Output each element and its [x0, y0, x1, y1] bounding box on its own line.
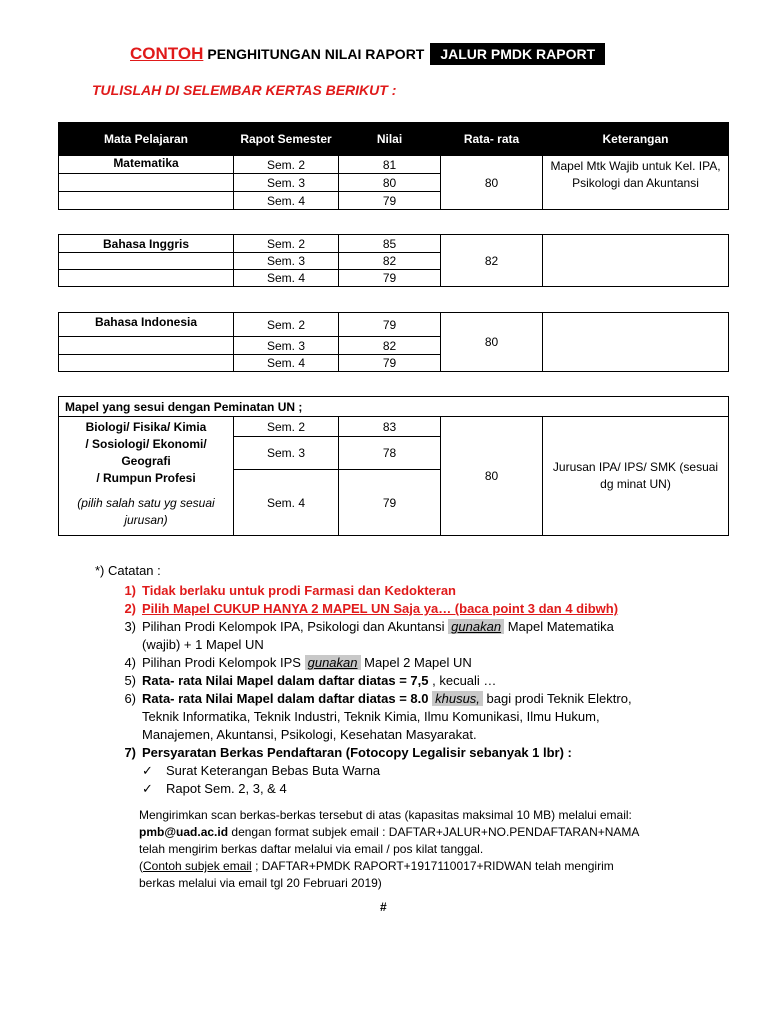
- contoh-subjek-label: Contoh subjek email: [143, 859, 252, 873]
- check-icon: ✓: [142, 763, 153, 778]
- sem-cell: Sem. 4: [234, 470, 339, 536]
- nilai-cell: 81: [339, 156, 441, 174]
- nilai-cell: 83: [339, 417, 441, 437]
- para-line: dengan format subjek email : DAFTAR+JALUR+NO.PENDAFTARAN+NAMA: [231, 825, 640, 839]
- sem-cell: Sem. 3: [234, 437, 339, 470]
- sem-cell: Sem. 2: [234, 417, 339, 437]
- title-contoh: CONTOH: [130, 44, 204, 63]
- subject-cell: Bahasa Inggris: [59, 235, 234, 253]
- note-item: [95, 600, 695, 618]
- sem-cell: Sem. 4: [234, 355, 339, 372]
- peminatan-table: [58, 396, 729, 536]
- subject-cell-empty: [59, 192, 234, 210]
- title-box: JALUR PMDK RAPORT: [430, 43, 605, 65]
- note-number: 6): [124, 691, 136, 706]
- sem-cell: Sem. 3: [234, 337, 339, 355]
- inggris-table: [58, 234, 729, 287]
- sem-cell: Sem. 2: [234, 156, 339, 174]
- checklist-item: [142, 762, 695, 780]
- header-mapel: Mata Pelajaran: [59, 123, 234, 156]
- subject-cell-empty: [59, 270, 234, 287]
- highlight-text: gunakan: [448, 619, 504, 634]
- nilai-cell: 78: [339, 437, 441, 470]
- note-item: [95, 744, 695, 762]
- note-text: Mapel Matematika: [507, 619, 614, 634]
- note-text: Pilihan Prodi Kelompok IPS: [142, 655, 301, 670]
- subject-cell-empty: [59, 355, 234, 372]
- note-number: 1): [124, 583, 136, 598]
- note-number: 3): [124, 619, 136, 634]
- note-number: 4): [124, 655, 136, 670]
- note-item: [95, 618, 695, 654]
- note-text: bagi prodi Teknik Elektro,: [486, 691, 632, 706]
- nilai-cell: 80: [339, 174, 441, 192]
- sem-cell: Sem. 2: [234, 235, 339, 253]
- sem-cell: Sem. 4: [234, 192, 339, 210]
- header-nilai: Nilai: [339, 123, 441, 156]
- sem-cell: Sem. 4: [234, 270, 339, 287]
- avg-cell: 80: [441, 313, 543, 372]
- note-item: [95, 654, 695, 672]
- subject-note: (pilih salah satu yg sesuai jurusan): [77, 496, 215, 527]
- submission-paragraph: [139, 807, 677, 892]
- note-number: 2): [124, 601, 136, 616]
- nilai-cell: 79: [339, 270, 441, 287]
- title-main: PENGHITUNGAN NILAI RAPORT: [207, 46, 425, 62]
- para-line: ; DAFTAR+PMDK RAPORT+1917110017+RIDWAN telah mengirim: [251, 859, 614, 873]
- highlight-text: gunakan: [305, 655, 361, 670]
- subtitle: TULISLAH DI SELEMBAR KERTAS BERIKUT :: [92, 82, 397, 98]
- keterangan-cell: Jurusan IPA/ IPS/ SMK (sesuai dg minat UN): [543, 417, 729, 536]
- para-line: telah mengirim berkas daftar melalui via email / pos kilat tanggal.: [139, 842, 484, 856]
- email-text: pmb@uad.ac.id: [139, 825, 229, 839]
- para-line: (: [139, 859, 143, 873]
- note-text: Pilih Mapel CUKUP HANYA 2 MAPEL UN Saja ya… (baca point 3 dan 4 dibwh): [142, 601, 619, 616]
- subject-cell-empty: [59, 253, 234, 270]
- note-text: Rata- rata Nilai Mapel dalam daftar diatas = 8.0: [142, 691, 429, 706]
- para-line: berkas melalui via email tgl 20 Februari 2019): [139, 876, 382, 890]
- note-text: Rata- rata Nilai Mapel dalam daftar diatas = 7,5: [142, 673, 429, 688]
- note-item: [95, 672, 695, 690]
- note-number: 7): [124, 745, 136, 760]
- note-text: Tidak berlaku untuk prodi Farmasi dan Kedokteran: [142, 583, 456, 598]
- note-text: , kecuali …: [432, 673, 497, 688]
- footer-mark: #: [380, 900, 387, 914]
- subject-cell: [59, 417, 234, 536]
- header-rapot: Rapot Semester: [234, 123, 339, 156]
- subject-line: Biologi/ Fisika/ Kimia: [85, 420, 207, 434]
- sem-cell: Sem. 3: [234, 253, 339, 270]
- note-text: Persyaratan Berkas Pendaftaran (Fotocopy Legalisir sebanyak 1 lbr) :: [142, 745, 572, 760]
- note-text: Manajemen, Akuntansi, Psikologi, Kesehatan Masyarakat.: [142, 727, 477, 742]
- nilai-cell: 85: [339, 235, 441, 253]
- nilai-cell: 79: [339, 313, 441, 337]
- subject-cell: Matematika: [59, 156, 234, 174]
- note-number: 5): [124, 673, 136, 688]
- avg-cell: 80: [441, 156, 543, 210]
- checklist-item: [142, 780, 695, 798]
- note-item: [95, 582, 695, 600]
- check-icon: ✓: [142, 781, 153, 796]
- sem-cell: Sem. 3: [234, 174, 339, 192]
- note-item: [95, 690, 695, 744]
- matematika-table: [58, 122, 729, 210]
- header-keterangan: Keterangan: [543, 123, 729, 156]
- highlight-text: khusus,: [432, 691, 483, 706]
- para-line: Mengirimkan scan berkas-berkas tersebut di atas (kapasitas maksimal 10 MB) melalui email:: [139, 808, 632, 822]
- note-text: Teknik Informatika, Teknik Industri, Teknik Kimia, Ilmu Komunikasi, Ilmu Hukum,: [142, 709, 600, 724]
- checklist-text: Surat Keterangan Bebas Buta Warna: [166, 763, 381, 778]
- nilai-cell: 82: [339, 253, 441, 270]
- keterangan-cell: [543, 313, 729, 372]
- header-rata: Rata- rata: [441, 123, 543, 156]
- nilai-cell: 79: [339, 355, 441, 372]
- avg-cell: 80: [441, 417, 543, 536]
- keterangan-cell: Mapel Mtk Wajib untuk Kel. IPA, Psikologi dan Akuntansi: [543, 156, 729, 210]
- subject-line: / Rumpun Profesi: [96, 471, 196, 485]
- keterangan-cell: [543, 235, 729, 287]
- avg-cell: 82: [441, 235, 543, 287]
- sem-cell: Sem. 2: [234, 313, 339, 337]
- peminatan-header: Mapel yang sesui dengan Peminatan UN ;: [59, 397, 729, 417]
- subject-cell-empty: [59, 337, 234, 355]
- checklist-text: Rapot Sem. 2, 3, & 4: [166, 781, 287, 796]
- subject-cell-empty: [59, 174, 234, 192]
- page-title: [130, 42, 605, 66]
- nilai-cell: 82: [339, 337, 441, 355]
- subject-cell: Bahasa Indonesia: [59, 313, 234, 337]
- subject-line: / Sosiologi/ Ekonomi/ Geografi: [85, 437, 207, 468]
- indonesia-table: [58, 312, 729, 372]
- note-text: (wajib) + 1 Mapel UN: [142, 637, 264, 652]
- note-text: Pilihan Prodi Kelompok IPA, Psikologi dan Akuntansi: [142, 619, 445, 634]
- note-text: Mapel 2 Mapel UN: [364, 655, 472, 670]
- nilai-cell: 79: [339, 192, 441, 210]
- notes-section: [95, 562, 695, 798]
- nilai-cell: 79: [339, 470, 441, 536]
- notes-heading: *) Catatan :: [95, 563, 161, 578]
